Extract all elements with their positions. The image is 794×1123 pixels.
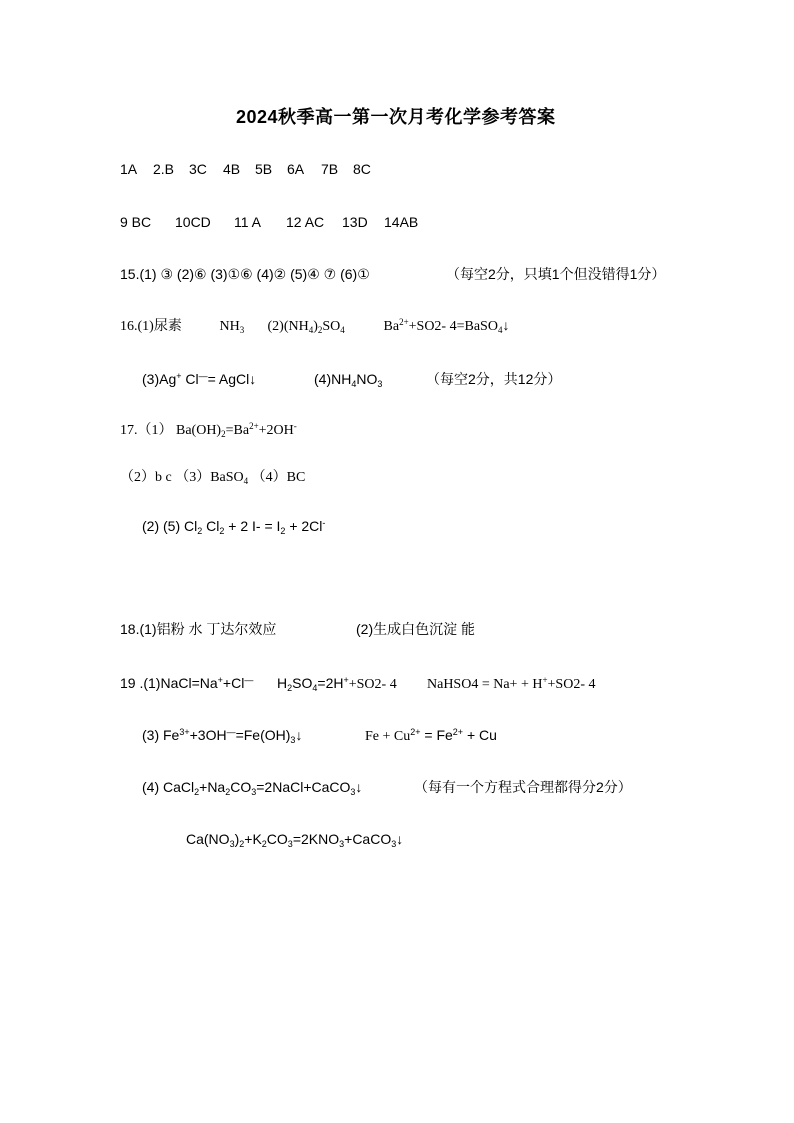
q19-l2-cu (365, 726, 497, 746)
q19-l4-d: CO (266, 831, 288, 847)
q19-l2-s2: — (226, 727, 236, 737)
q19-l1-g: NaHSO4 = Na+ + H (427, 677, 543, 692)
q19-l4-sub3: 2 (261, 839, 267, 849)
answer-15-note: （每空2分，只填1个但没错得1分） (446, 266, 666, 282)
q19-l1-h: +SO2- 4 (547, 677, 596, 692)
answer-9: 9 BC (120, 214, 152, 230)
q19-l4-sub2: 2 (239, 839, 245, 849)
q19-l2-d: ↓ (295, 727, 303, 743)
q19-l3-sub4: 3 (350, 787, 356, 797)
q19-l2-sub: 3 (290, 735, 296, 745)
q19-l4-f: +CaCO (344, 831, 392, 847)
answer-7: 7B (321, 161, 339, 177)
answer-19-line4 (186, 830, 403, 848)
q19-l2-c: =Fe(OH) (235, 727, 291, 743)
q16-part4 (314, 370, 426, 388)
q16-p3-sup: + (176, 371, 182, 381)
q19-l3-eq (142, 778, 414, 796)
q19-l4-sub4: 3 (287, 839, 293, 849)
answer-19-line2 (142, 726, 497, 746)
q19-l4-b: ) (234, 831, 240, 847)
q16-p2-mid: ) (313, 319, 318, 334)
q19-l1-nahso4 (427, 676, 596, 694)
q17-l2-b: （4）BC (248, 470, 306, 485)
q19-l1-sub1: 2 (287, 683, 293, 693)
answer-10: 10CD (175, 214, 211, 230)
answer-2: 2.B (153, 161, 175, 177)
answer-8: 8C (353, 161, 371, 177)
q17-l1-c: +2OH (258, 423, 294, 438)
q19-l1-sub2: 4 (312, 683, 318, 693)
answer-18 (120, 620, 475, 638)
q19-l2-s3: 2+ (410, 727, 421, 737)
q16-nh3-sub: 3 (239, 325, 245, 335)
q19-l1-s4: + (542, 675, 548, 685)
q17-l3-b: Cl (202, 518, 220, 534)
answer-17-line3 (142, 517, 325, 535)
q19-l3-sub1: 2 (194, 787, 200, 797)
q19-l1-f: +SO2- 4 (348, 677, 397, 692)
answer-5: 5B (255, 161, 273, 177)
q16-p4-sub1: 4 (351, 379, 357, 389)
q17-l1-b: =Ba (225, 423, 250, 438)
q18-part2: (2)生成白色沉淀 能 (356, 621, 475, 637)
q17-l3-sub: 2 (197, 526, 203, 536)
answer-12: 12 AC (286, 214, 325, 230)
q19-l1-c: H (277, 675, 288, 691)
q17-l3-c: + 2 I- = I (224, 518, 281, 534)
q19-l3-sub3: 3 (251, 787, 257, 797)
q17-l3-sup: - (322, 518, 326, 528)
q19-l2-s4: 2+ (452, 727, 464, 737)
answer-15-text: 15.(1) ③ (2)⑥ (3)①⑥ (4)② (5)④ ⑦ (6)① (120, 266, 370, 282)
q16-part2 (268, 318, 384, 336)
answers-9-14 (120, 213, 418, 231)
answer-4: 4B (223, 161, 241, 177)
q16-eq-sub: 4 (497, 325, 503, 335)
q19-l3-sub2: 2 (225, 787, 231, 797)
q16-equation (384, 318, 510, 336)
q19-l2-e: Fe + Cu (365, 729, 411, 744)
answers-1-8 (120, 160, 371, 178)
q16-eq-ba-sup: 2+ (399, 317, 409, 327)
answer-3: 3C (189, 161, 207, 177)
q17-l1-a: 17.（1） Ba(OH) (120, 423, 222, 438)
q17-l2-a: （2）b c （3）BaSO (120, 470, 244, 485)
q19-l4-sub5: 3 (339, 839, 345, 849)
q16-p2-sub3: 4 (340, 325, 345, 335)
q19-l4-e: =2KNO (292, 831, 340, 847)
q17-l3-a: (2) (5) Cl (142, 518, 198, 534)
q19-l4-g: ↓ (396, 831, 404, 847)
q19-l1-e: =2H (317, 675, 344, 691)
answer-17-line1 (120, 422, 297, 440)
q19-l3-a: (4) CaCl (142, 779, 195, 795)
q17-l1-sup2: - (293, 421, 297, 431)
q17-l1-sup: 2+ (249, 421, 259, 431)
answer-6: 6A (287, 161, 305, 177)
answer-19-line3 (142, 778, 632, 796)
answer-19-line1 (120, 674, 596, 694)
q19-l2-b: +3OH (189, 727, 227, 743)
q19-l4-sub6: 3 (391, 839, 397, 849)
q16-note: （每空2分，共12分） (426, 371, 562, 387)
q19-l1-s3: + (343, 675, 349, 685)
q16-label: 16. (120, 319, 138, 334)
q16-eq-ba: Ba (383, 319, 400, 334)
q19-l1-s1: + (217, 675, 223, 685)
q16-eq-arrow: ↓ (502, 319, 510, 334)
q19-l2-f: = Fe (420, 727, 453, 743)
q19-l3-c: CO (230, 779, 252, 795)
q16-p3-a: (3)Ag (142, 371, 177, 387)
page-title: 2024秋季高一第一次月考化学参考答案 (236, 107, 556, 127)
q19-l3-b: +Na (199, 779, 226, 795)
q19-l2-s1: 3+ (179, 727, 190, 737)
q19-l1-a: 19 .(1)NaCl=Na (120, 675, 218, 691)
q19-l3-e: ↓ (355, 779, 363, 795)
q18-part1: 18.(1)铝粉 水 丁达尔效应 (120, 621, 277, 637)
q19-l1-d: SO (292, 675, 313, 691)
q16-nh3-text: NH (219, 319, 240, 334)
answer-17-line2 (120, 469, 305, 487)
q16-p4-sub2: 3 (377, 379, 383, 389)
q19-l1-s2: — (244, 675, 254, 685)
q16-p4-b: NO (356, 371, 378, 387)
answer-1: 1A (120, 161, 138, 177)
q16-p3-sup2: — (198, 371, 208, 381)
q19-l1-nacl (120, 674, 277, 692)
q17-l1-sub: 2 (221, 429, 226, 439)
q19-l3-note: （每有一个方程式合理都得分2分） (414, 779, 632, 795)
q17-l3-sub3: 2 (280, 526, 286, 536)
answer-16-line1 (120, 318, 509, 336)
q17-l2-sub: 4 (243, 476, 249, 486)
q19-l3-d: =2NaCl+CaCO (256, 779, 351, 795)
answer-15 (120, 265, 665, 283)
q19-l2-g: + Cu (463, 727, 497, 743)
q17-l3-d: + 2Cl (285, 518, 323, 534)
q16-part1: (1)尿素 (137, 319, 182, 334)
q16-p3-b: Cl (181, 371, 199, 387)
q16-p2-a: (2)(NH (267, 319, 309, 334)
q16-p2-sub1: 4 (308, 325, 314, 335)
q16-nh3 (220, 318, 268, 336)
q16-eq-rest: +SO2- 4=BaSO (408, 319, 498, 334)
q16-part3 (142, 370, 314, 388)
answer-16-line2 (142, 370, 561, 388)
q16-p2-end: SO (322, 319, 341, 334)
q19-l1-h2so4 (277, 674, 427, 694)
q19-l2-a: (3) Fe (142, 727, 180, 743)
q16-p2-sub2: 2 (317, 325, 323, 335)
q19-l4-a: Ca(NO (186, 831, 230, 847)
q19-l4-sub1: 3 (229, 839, 235, 849)
q19-l2-fe (142, 726, 365, 744)
q17-l3-sub2: 2 (219, 526, 225, 536)
q16-p4-a: (4)NH (314, 371, 352, 387)
answer-11: 11 A (234, 214, 261, 230)
answer-13: 13D (342, 214, 368, 230)
q19-l1-b: +Cl (222, 675, 245, 691)
answer-14: 14AB (384, 214, 419, 230)
q19-l4-c: +K (244, 831, 262, 847)
q16-p3-c: = AgCl↓ (207, 371, 257, 387)
